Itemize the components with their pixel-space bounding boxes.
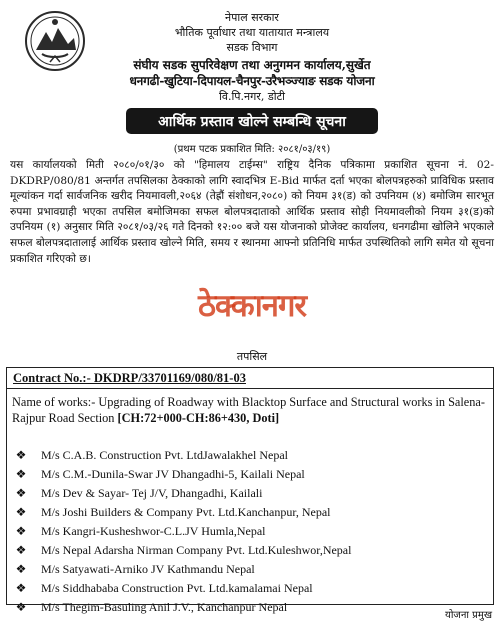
firm-name: M/s Kangri-Kusheshwor-C.L.JV Humla,Nepal	[41, 524, 266, 538]
bullet-icon: ❖	[15, 543, 27, 557]
works-section: [CH:72+000-CH:86+430, Doti]	[117, 410, 280, 425]
notice-body: यस कार्यालयको मिती २०८०/०१/३० को "हिमालय टाईम्स" राष्ट्रिय दैनिक पत्रिकामा प्रकाशित सूचना नं. 02-DKDRP/080/81 अन्तर्गत तपसिलका ठेक्काको लागि स्वादभित्र E-Bid मार्फत दर्ता भएका बोलपत्रहरुको प्राविधिक प्रस्ताव मूल्यांकन गर्दा सार्वजनिक खरीद नियमावली,२०६४ (तेह्रौं संशोधन,२०८०) को नियम ३१(ड) को उपनियम (४) बमोजिम सारभूत रुपमा प्रभावग्राही भएका तपसिल बमोजिमका सफल बोलपत्रदाताको आर्थिक प्रस्ताव सोही नियमावलीको नियम ३१(ड)को उपनियम (१) अनुसार मिति २०८१/०३/२६ गते दिनको १२:०० बजे यस योजनाको प्रोजेक्ट कार्यालय, धनगढीमा खोलिने भएकाले सफल बोलपत्रदातालाई आर्थिक प्रस्ताव खोल्ने मिति, समय र स्थानमा आफ्नो प्रतिनिधि मार्फत उपस्थितिको लागि समेत यो सूचना प्रकाशित गरिएको छ।	[10, 159, 494, 265]
watermark-logo: ठेक्कानगर	[198, 288, 307, 324]
firm-name: M/s Thegim-Basuling Anil J.V., Kanchanpur Nepal	[41, 600, 288, 614]
office-name: संघीय सडक सुपरिवेक्षण तथा अनुगमन कार्यालय,सुर्खेत	[133, 58, 371, 72]
department-name: सडक विभाग	[226, 41, 278, 54]
list-item	[15, 486, 485, 504]
firm-name: M/s Dev & Sayar- Tej J/V, Dhangadhi, Kailali	[41, 486, 263, 500]
government-name: नेपाल सरकार	[225, 11, 279, 24]
bullet-icon: ❖	[15, 486, 27, 500]
bullet-icon: ❖	[15, 600, 27, 614]
office-location: वि.पि.नगर, डोटी	[219, 90, 285, 103]
firm-name: M/s Satyawati-Arniko JV Kathmandu Nepal	[41, 562, 255, 576]
works-description	[12, 395, 488, 426]
firm-name: M/s Siddhababa Construction Pvt. Ltd.kamalamai Nepal	[41, 581, 313, 595]
bullet-icon: ❖	[15, 448, 27, 462]
signatory-title: योजना प्रमुख	[445, 610, 492, 621]
bullet-icon: ❖	[15, 562, 27, 576]
firm-name: M/s Nepal Adarsha Nirman Company Pvt. Ltd.Kuleshwor,Nepal	[41, 543, 352, 557]
bullet-icon: ❖	[15, 524, 27, 538]
works-label: Name of works:- Upgrading of Roadway with Blacktop Surface and Structural works in Salena-Rajpur Road Section	[12, 395, 485, 425]
schedule-heading: तपसिल	[236, 350, 268, 363]
project-name: धनगढी-खुटिया-दिपायल-चैनपुर-उरैभञ्ज्याङ सडक योजना	[129, 74, 375, 88]
list-item	[15, 600, 485, 618]
publication-date: (प्रथम पटक प्रकाशित मिति: २०८१/०३/१९)	[173, 144, 331, 155]
contract-number: Contract No.:- DKDRP/33701169/080/81-03	[7, 368, 493, 389]
bullet-icon: ❖	[15, 505, 27, 519]
list-item	[15, 448, 485, 466]
list-item	[15, 505, 485, 523]
firm-name: M/s C.A.B. Construction Pvt. LtdJawalakhel Nepal	[41, 448, 288, 462]
firm-name: M/s Joshi Builders & Company Pvt. Ltd.Kanchanpur, Nepal	[41, 505, 331, 519]
notice-title: आर्थिक प्रस्ताव खोल्ने सम्बन्धि सूचना	[126, 108, 378, 134]
ministry-name: भौतिक पूर्वाधार तथा यातायात मन्त्रालय	[174, 26, 330, 39]
bullet-icon: ❖	[15, 581, 27, 595]
firm-name: M/s C.M.-Dunila-Swar JV Dhangadhi-5, Kailali Nepal	[41, 467, 305, 481]
list-item	[15, 467, 485, 485]
list-item	[15, 543, 485, 561]
list-item	[15, 562, 485, 580]
contract-box	[6, 367, 494, 614]
list-item	[15, 524, 485, 542]
list-item	[15, 581, 485, 599]
bullet-icon: ❖	[15, 467, 27, 481]
